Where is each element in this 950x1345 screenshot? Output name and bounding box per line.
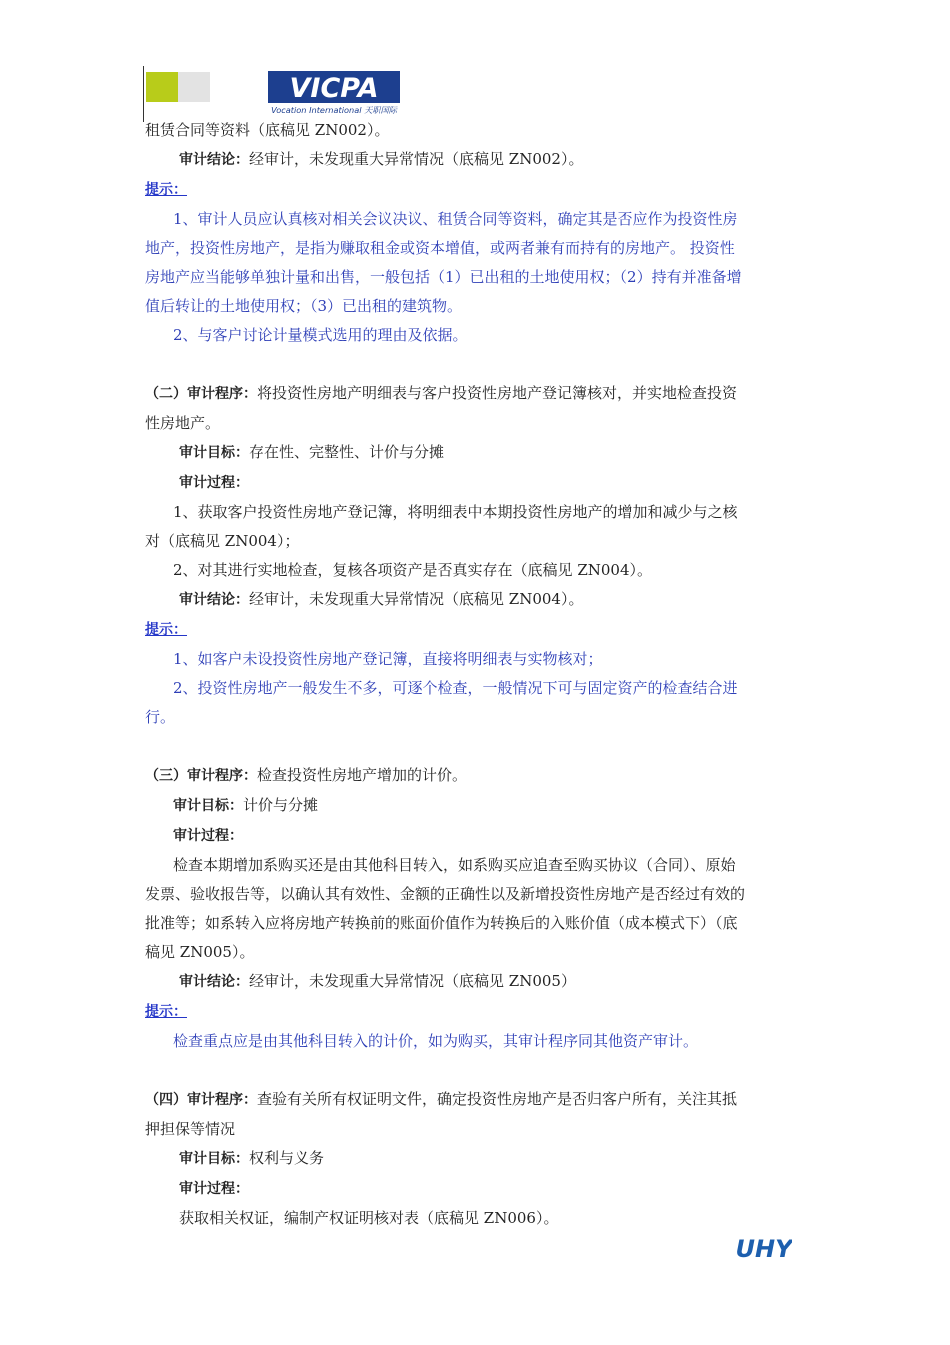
header-rule (143, 66, 144, 122)
process-heading (145, 468, 810, 498)
conclusion-line (145, 585, 810, 615)
tip-line: 房地产应当能够单独计量和出售，一般包括（1）已出租的土地使用权；（2）持有并准备增 (145, 268, 742, 286)
tip-heading (145, 997, 810, 1027)
text-line: 押担保等情况 (145, 1120, 236, 1138)
tip-label: 提示： (145, 182, 187, 198)
goal-text: 存在性、完整性、计价与分摊 (249, 443, 445, 461)
goal-line (145, 1144, 810, 1174)
conclusion-text: 经审计，未发现重大异常情况（底稿见 ZN002）。 (249, 150, 584, 168)
tip-line: 2、投资性房地产一般发生不多，可逐个检查，一般情况下可与固定资产的检查结合进 (173, 679, 738, 697)
process-heading (145, 821, 810, 851)
procedure-label: （四）审计程序： (145, 1092, 257, 1108)
tip-line: 1、审计人员应认真核对相关会议决议、租赁合同等资料，确定其是否应作为投资性房 (173, 210, 738, 228)
tip-heading (145, 175, 810, 205)
tip-label: 提示： (145, 1004, 187, 1020)
uhy-logo (736, 1232, 792, 1264)
tip-label: 提示： (145, 622, 187, 638)
goal-label: 审计目标： (179, 445, 249, 461)
text-line: 2、对其进行实地检查，复核各项资产是否真实存在（底稿见 ZN004）。 (173, 561, 652, 579)
text-line: 稿见 ZN005）。 (145, 943, 255, 961)
conclusion-text: 经审计，未发现重大异常情况（底稿见 ZN004）。 (249, 590, 584, 608)
tip-line: 1、如客户未设投资性房地产登记簿，直接将明细表与实物核对； (173, 650, 603, 668)
text-line: 性房地产。 (145, 414, 221, 432)
text-line: 批准等；如系转入应将房地产转换前的账面价值作为转换后的入账价值（成本模式下）（底 (145, 914, 738, 932)
process-label: 审计过程： (179, 475, 249, 491)
procedure-text: 将投资性房地产明细表与客户投资性房地产登记簿核对，并实地检查投资 (257, 384, 738, 402)
header-gray-block (178, 72, 210, 102)
process-heading (145, 1174, 810, 1204)
goal-label: 审计目标： (173, 798, 243, 814)
uhy-logo-text: UHY (736, 1235, 792, 1263)
tip-line: 行。 (145, 708, 176, 726)
document-body (145, 116, 810, 1233)
conclusion-line (145, 145, 810, 175)
goal-text: 权利与义务 (249, 1149, 325, 1167)
conclusion-line (145, 967, 810, 997)
text-line: 发票、验收报告等，以确认其有效性、金额的正确性以及新增投资性房地产是否经过有效的 (145, 885, 746, 903)
procedure-heading (145, 1085, 810, 1115)
conclusion-text: 经审计，未发现重大异常情况（底稿见 ZN005） (249, 972, 576, 990)
tip-heading (145, 615, 810, 645)
tip-line: 检查重点应是由其他科目转入的计价，如为购买，其审计程序同其他资产审计。 (173, 1032, 699, 1050)
process-label: 审计过程： (173, 828, 243, 844)
tip-line: 2、与客户讨论计量模式选用的理由及依据。 (173, 326, 468, 344)
vicpa-logo-text: VICPA (289, 73, 379, 104)
procedure-label: （二）审计程序： (145, 386, 257, 402)
process-label: 审计过程： (179, 1181, 249, 1197)
procedure-heading (145, 761, 810, 791)
tip-line: 地产，投资性房地产，是指为赚取租金或资本增值，或两者兼有而持有的房地产。 投资性 (145, 239, 735, 257)
text-line: 获取相关权证，编制产权证明核对表（底稿见 ZN006）。 (179, 1209, 559, 1227)
conclusion-label: 审计结论： (179, 592, 249, 608)
tip-line: 值后转让的土地使用权；（3）已出租的建筑物。 (145, 297, 463, 315)
header-green-block (146, 72, 178, 102)
text-line: 租赁合同等资料（底稿见 ZN002）。 (145, 121, 390, 139)
vicpa-logo-subtitle: Vocation International 天职国际 (271, 105, 397, 115)
text-line: 1、获取客户投资性房地产登记簿，将明细表中本期投资性房地产的增加和减少与之核 (173, 503, 738, 521)
vicpa-logo (268, 71, 400, 115)
goal-label: 审计目标： (179, 1151, 249, 1167)
conclusion-label: 审计结论： (179, 974, 249, 990)
procedure-text: 查验有关所有权证明文件，确定投资性房地产是否归客户所有，关注其抵 (257, 1090, 738, 1108)
goal-line (145, 791, 810, 821)
goal-text: 计价与分摊 (243, 796, 319, 814)
procedure-text: 检查投资性房地产增加的计价。 (257, 766, 468, 784)
text-line: 对（底稿见 ZN004）； (145, 532, 300, 550)
text-line: 检查本期增加系购买还是由其他科目转入，如系购买应追查至购买协议（合同）、原始 (173, 856, 736, 874)
paragraph-gap (145, 1056, 810, 1085)
paragraph-gap (145, 350, 810, 379)
procedure-heading (145, 379, 810, 409)
procedure-label: （三）审计程序： (145, 768, 257, 784)
conclusion-label: 审计结论： (179, 152, 249, 168)
paragraph-gap (145, 732, 810, 761)
goal-line (145, 438, 810, 468)
